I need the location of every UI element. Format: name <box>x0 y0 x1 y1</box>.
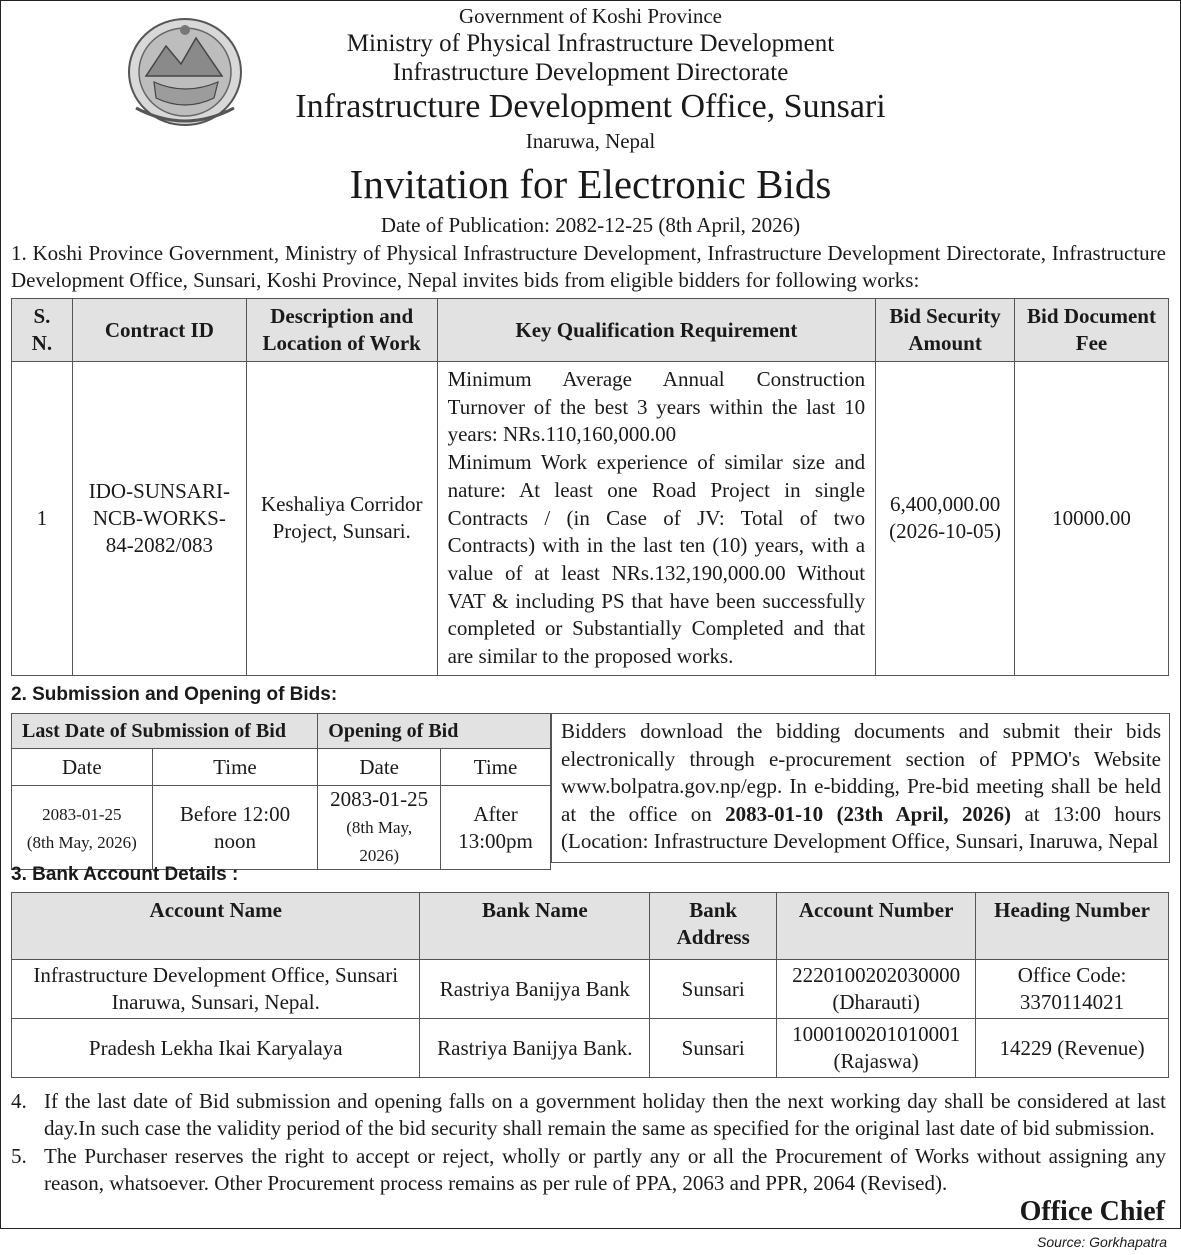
cell-account-number: 2220100202030000 (Dharauti) <box>777 960 976 1019</box>
pre-bid-date: 2083-01-10 (23th April, 2026) <box>725 801 1012 826</box>
note-text: If the last date of Bid submission and opening falls on a government holiday then the next working day shall be considered at last day.In such case the validity period of the bid security shall remain the same as specified for the original last date of bid submission. <box>44 1089 1166 1140</box>
qualification-turnover: Minimum Average Annual Construction Turnover of the best 3 years within the last 10 years: NRs.110,160,000.00 <box>447 367 866 447</box>
cell-bank-name: Rastriya Banijya Bank. <box>420 1019 650 1078</box>
header-account-number: Account Number <box>777 893 976 960</box>
subheader-date: Date <box>12 749 153 786</box>
qualification-experience: Minimum Work experience of similar size and nature: At least one Road Project in single Contracts / (in Case of JV: Total of two Contracts) with in the last ten (10) years, with a value of at least NRs.132,190,000.00 Without VAT & including PS that have been successfully completed or Substantially Completed and that are similar to the proposed works. <box>447 450 866 669</box>
header-last-date: Last Date of Submission of Bid <box>12 714 318 749</box>
cell-account-number: 1000100201010001 (Rajaswa) <box>777 1019 976 1078</box>
bank-heading: 3. Bank Account Details : <box>11 864 239 885</box>
subheader-date: Date <box>318 749 441 786</box>
submission-heading: 2. Submission and Opening of Bids: <box>11 684 338 705</box>
cell-qualification <box>437 362 875 676</box>
cell-contract-id: IDO-SUNSARI- NCB-WORKS- 84-2082/083 <box>72 362 246 676</box>
cell-doc-fee: 10000.00 <box>1015 362 1169 676</box>
header-bank-name: Bank Name <box>420 893 650 960</box>
submission-table <box>11 713 551 870</box>
header-bid-security: Bid Security Amount <box>876 299 1015 362</box>
cell-account-name: Pradesh Lekha Ikai Karyalaya <box>12 1019 420 1078</box>
table-row <box>12 1019 1169 1078</box>
note-number: 5. <box>11 1144 27 1168</box>
submission-date-cell: 2083-01-25 (8th May, 2026) <box>12 786 153 870</box>
signature: Office Chief <box>1019 1196 1165 1227</box>
notice-title: Invitation for Electronic Bids <box>349 161 832 207</box>
table-row <box>12 960 1169 1019</box>
cell-sn: 1 <box>12 362 73 676</box>
opening-date-cell: 2083-01-25 (8th May, 2026) <box>318 786 441 870</box>
header-opening: Opening of Bid <box>318 714 551 749</box>
office-location: Inaruwa, Nepal <box>525 129 656 153</box>
header-account-name: Account Name <box>12 893 420 960</box>
cell-description: Keshaliya Corridor Project, Sunsari. <box>246 362 437 676</box>
header-sn: S. N. <box>12 299 73 362</box>
header-contract-id: Contract ID <box>72 299 246 362</box>
submission-header-row <box>12 714 551 749</box>
ministry-line: Ministry of Physical Infrastructure Development <box>346 30 835 57</box>
government-line: Government of Koshi Province <box>458 4 723 28</box>
header-bank-address: Bank Address <box>650 893 777 960</box>
publication-date: Date of Publication: 2082-12-25 (8th April, 2026) <box>380 213 801 237</box>
works-header-row <box>12 299 1169 362</box>
note-text: The Purchaser reserves the right to accept or reject, wholly or partly any or all the Procurement of Works without assigning any reason, whatsoever. Other Procurement process remains as per rule of PPA, 2063 and PPR, 2064 (Revised). <box>44 1144 1166 1195</box>
cell-bank-address: Sunsari <box>650 1019 777 1078</box>
bank-header-row <box>12 893 1169 960</box>
note-rights <box>11 1143 1166 1197</box>
office-name: Infrastructure Development Office, Sunsari <box>295 88 886 125</box>
header-doc-fee: Bid Document Fee <box>1015 299 1169 362</box>
cell-bid-security: 6,400,000.00 (2026-10-05) <box>876 362 1015 676</box>
subheader-time: Time <box>441 749 551 786</box>
header-description: Description and Location of Work <box>246 299 437 362</box>
note-number: 4. <box>11 1089 27 1113</box>
bank-table <box>11 892 1169 1078</box>
e-bidding-note: Bidders download the bidding documents and submit their bids electronically through e-procurement section of PPMO's Website www.bolpatra.gov.np/egp. In e-bidding, Pre-bid meeting shall be held at the office on 2083-01-10 (23th April, 2026) at 13:00 hours (Location: Infrastructure Development Office, Sunsari, Inaruwa, Nepal <box>551 713 1170 863</box>
cell-heading-number: Office Code: 3370114021 <box>976 960 1169 1019</box>
cell-bank-address: Sunsari <box>650 960 777 1019</box>
cell-heading-number: 14229 (Revenue) <box>976 1019 1169 1078</box>
opening-time-cell: After 13:00pm <box>441 786 551 870</box>
intro-paragraph: 1. Koshi Province Government, Ministry of Physical Infrastructure Development, Infrastructure Development Directorate, Infrastructure Development Office, Sunsari, Koshi Province, Nepal invites bids from eligible bidders for following works: <box>11 241 1166 292</box>
directorate-line: Infrastructure Development Directorate <box>392 59 789 86</box>
table-row <box>12 786 551 870</box>
submission-subheader-row <box>12 749 551 786</box>
cell-bank-name: Rastriya Banijya Bank <box>420 960 650 1019</box>
works-table <box>11 298 1169 676</box>
header-qualification: Key Qualification Requirement <box>437 299 875 362</box>
subheader-time: Time <box>152 749 318 786</box>
note-holiday <box>11 1088 1166 1142</box>
submission-time-cell: Before 12:00 noon <box>152 786 318 870</box>
cell-account-name: Infrastructure Development Office, Sunsari Inaruwa, Sunsari, Nepal. <box>12 960 420 1019</box>
header-heading-number: Heading Number <box>976 893 1169 960</box>
table-row <box>12 362 1169 676</box>
source-credit: Source: Gorkhapatra <box>1037 1234 1167 1250</box>
